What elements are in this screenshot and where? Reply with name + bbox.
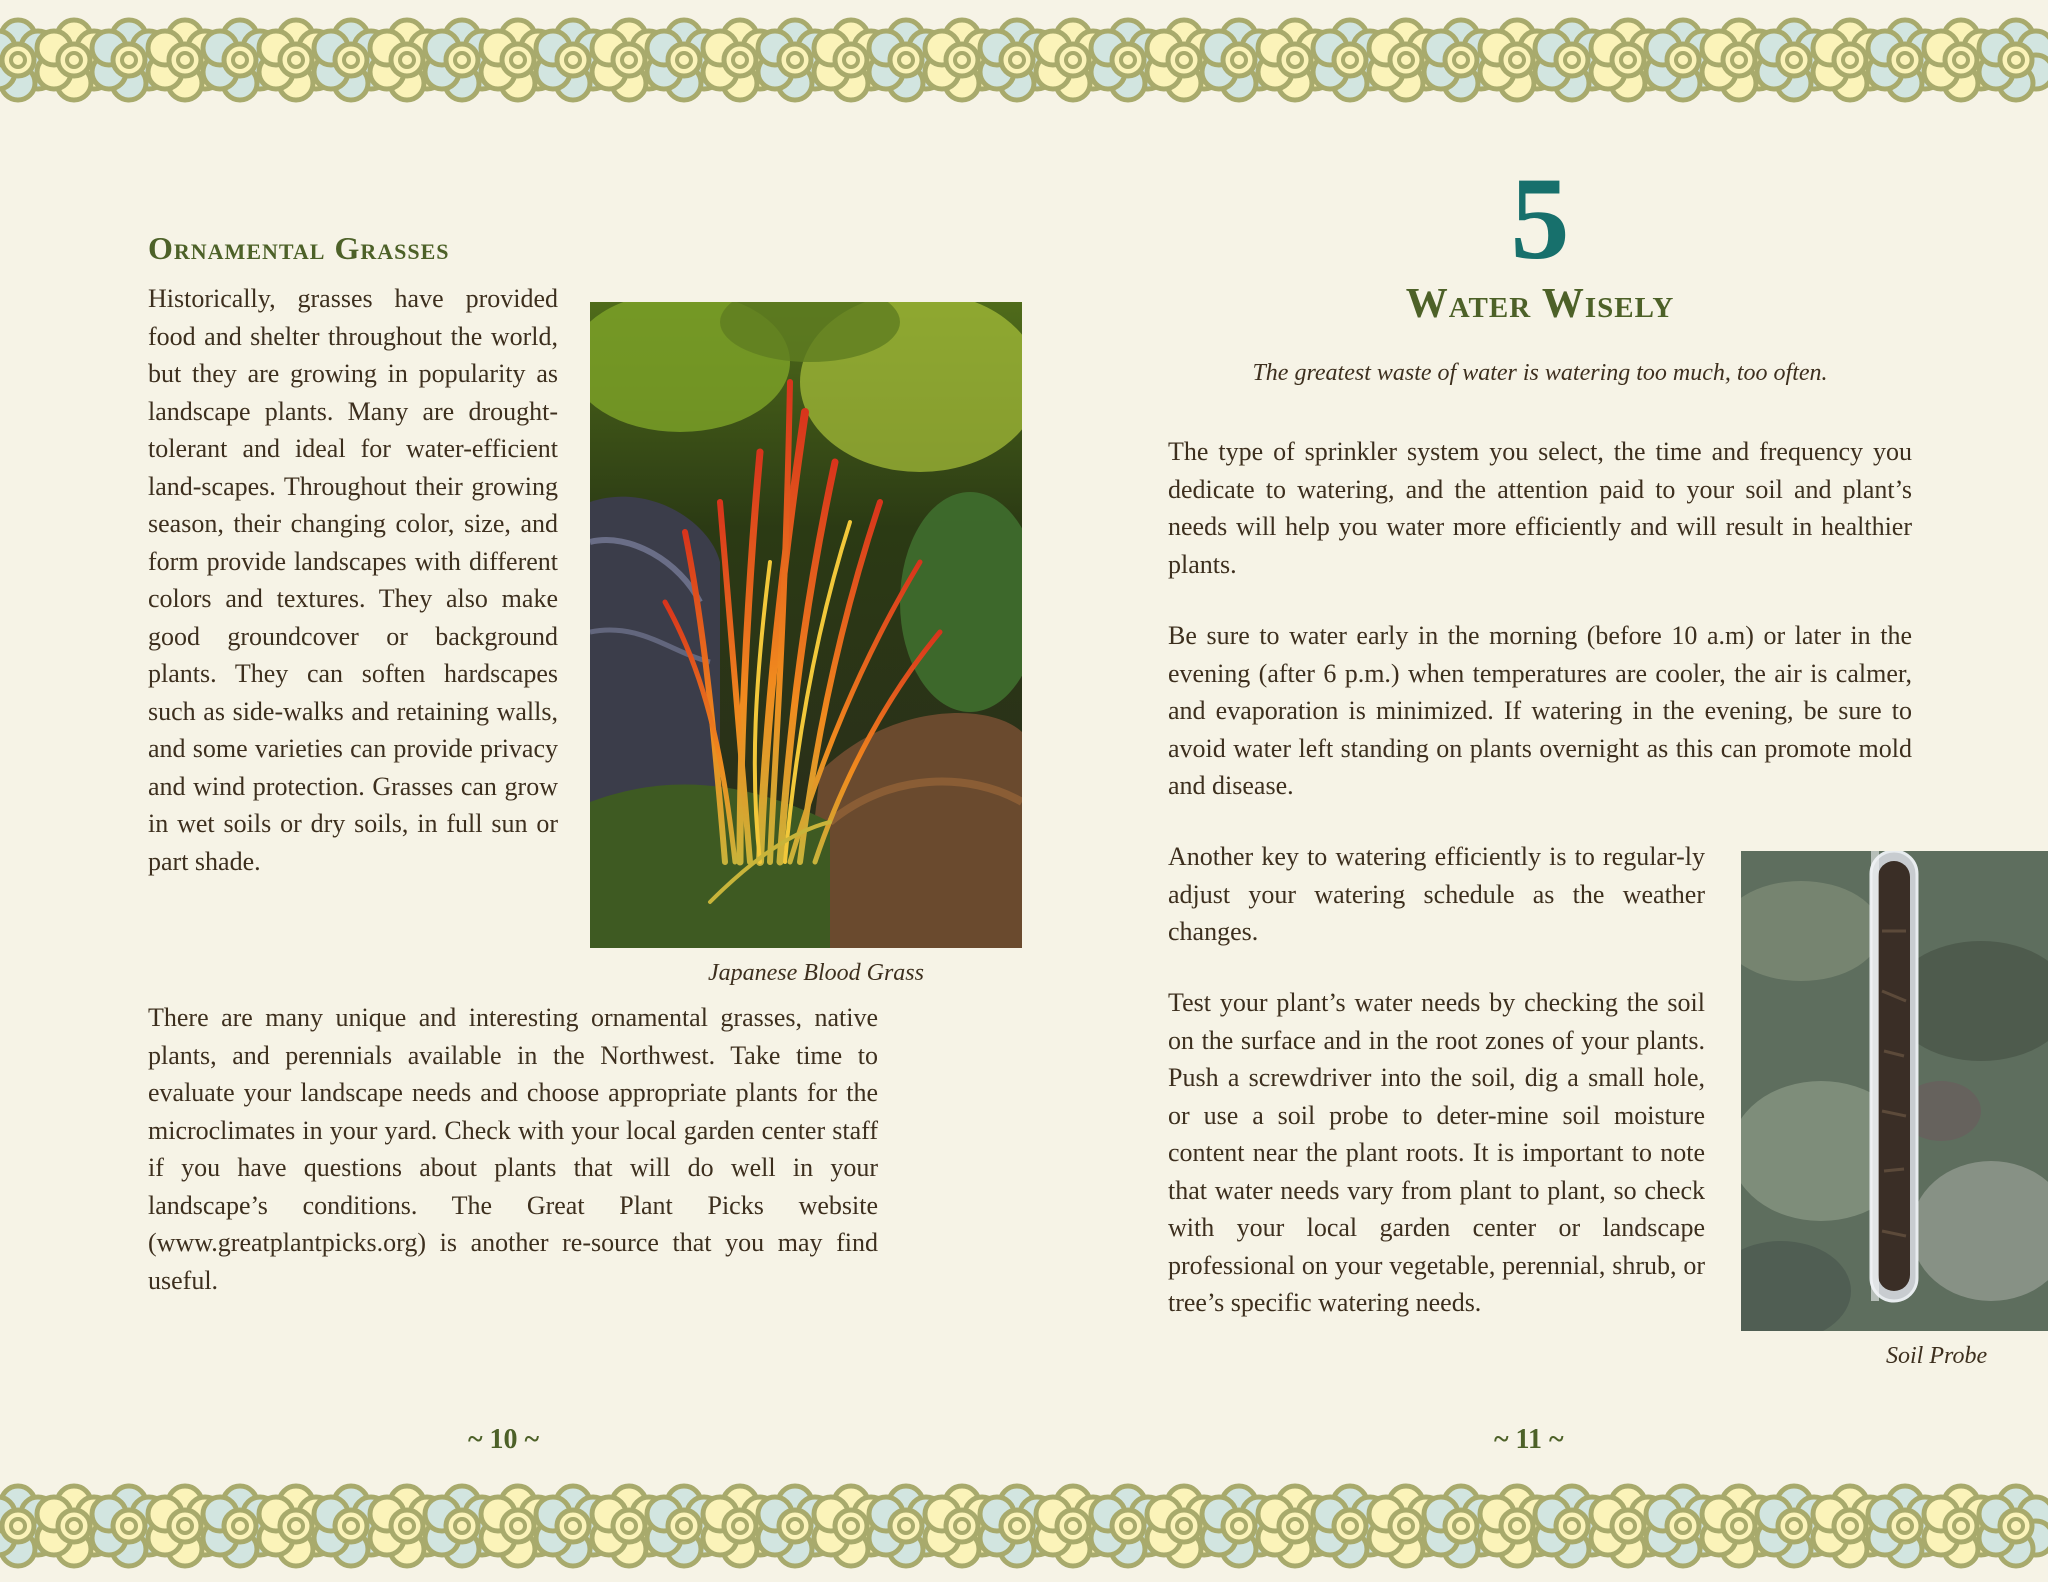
chapter-title: Water Wisely [1405, 281, 1675, 327]
page-number-right: ~ 11 ~ [1494, 1424, 1564, 1455]
right-paragraph-1: The type of sprinkler system you select, the time and frequency you dedicate to watering, and the attention paid to your soil and plant’s needs will help you water more efficiently and will result in healthier plants. [1168, 437, 1912, 579]
grass-photo-caption: Japanese Blood Grass [708, 960, 924, 986]
soil-probe-photo [1741, 851, 2048, 1331]
top-flower-border [0, 0, 2048, 116]
left-paragraph-1: Historically, grasses have provided food and shelter throughout the world, but they are growing in popularity as landscape plants. Many are drought-tolerant and ideal for water-efficient land-scapes. Throughout their growing season, their changing color, size, and form provide landscapes with different colors and textures. They also make good groundcover or background plants. They can soften hardscapes such as side-walks and retaining walls, and some varieties can provide privacy and wind protection. Grasses can grow in wet soils or dry soils, in full sun or part shade. [148, 284, 558, 876]
right-paragraph-3: Another key to watering efficiently is to regular-ly adjust your watering schedule as the weather changes. [1168, 842, 1705, 946]
section-heading: Ornamental Grasses [148, 230, 450, 266]
chapter-tagline: The greatest waste of water is watering too much, too often. [1252, 360, 1828, 386]
bottom-flower-border [0, 1466, 2048, 1582]
probe-photo-caption: Soil Probe [1886, 1343, 1988, 1369]
border-flower-row-bottom [0, 1486, 2048, 1566]
border-flower-row-top [0, 20, 2048, 100]
japanese-blood-grass-photo [590, 302, 1022, 948]
left-paragraph-2: There are many unique and interesting ornamental grasses, native plants, and perennials available in the Northwest. Take time to evaluate your landscape needs and choose appropriate plants for the microclimates in your yard. Check with your local garden center staff if you have questions about plants that will do well in your landscape’s conditions. The Great Plant Picks website (www.greatplantpicks.org) is another re-source that you may find useful. [148, 1003, 878, 1295]
chapter-number: 5 [1510, 153, 1570, 284]
right-paragraph-4: Test your plant’s water needs by checking the soil on the surface and in the root zones of your plants. Push a screwdriver into the soil, dig a small hole, or use a soil probe to deter-mine soil moisture content near the plant roots. It is important to note that water needs vary from plant to plant, so check with your local garden center or landscape professional on your vegetable, perennial, shrub, or tree’s specific watering needs. [1168, 988, 1705, 1317]
page-number-left: ~ 10 ~ [468, 1424, 540, 1455]
right-paragraph-2: Be sure to water early in the morning (before 10 a.m) or later in the evening (after 6 p.m.) when temperatures are cooler, the air is calmer, and evaporation is minimized. If watering in the evening, be sure to avoid water left standing on plants overnight as this can promote mold and disease. [1168, 621, 1912, 800]
